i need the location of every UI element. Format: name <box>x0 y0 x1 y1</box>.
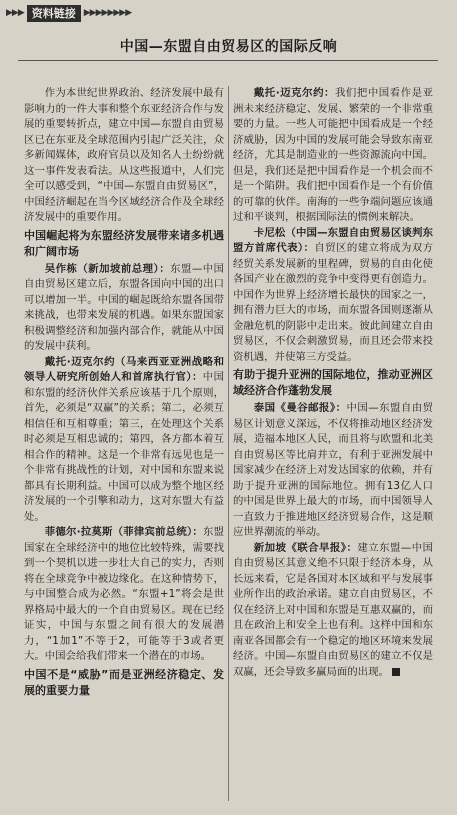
quote-text: 中国和东盟的经济伙伴关系应该基于几个原则，首先，必须是“双赢”的关系；第二，必须互相信任和互相尊重；第三，在处理这个关系时必须是互相忠诚的；第四，各方都本着互相合作的精神。这是一个非常有远见也是一个非常有挑战性的计划，对中国和东盟来说都具有长期利益。中国可以成为整个地区经济发展的一个引擎和动力，这对东盟大有益处。 <box>24 371 224 523</box>
title-rule <box>18 60 438 61</box>
column-divider <box>228 86 229 801</box>
quote-text: 建立东盟—中国自由贸易区其意义绝不只限于经济本身，从长远来看，它是各国对本区域和平与发展事业所作出的政治承诺。建立自由贸易区，不仅在经济上对中国和东盟是互惠双赢的，而且在政治上和安全上也有利。这样中国和东南亚各国都会有一个稳定的地区环境来发展经济。中国—东盟自由贸易区的建立不仅是双赢，还会导致多赢局面的出现。 <box>233 541 433 678</box>
speaker-name: 戴托·迈克尔约： <box>253 87 335 99</box>
quote-text: 东盟—中国自由贸易区建立后，东盟各国向中国的出口可以增加一半。中国的崛起既给东盟各国带来挑战，也带来发展的机遇。如果东盟国家积极调整经济和加强内部合作，就能从中国的发展中获利。 <box>24 262 224 352</box>
subheading-3: 有助于提升亚洲的国际地位，推动亚洲区域经济合作蓬勃发展 <box>233 368 433 397</box>
article-title: 中国—东盟自由贸易区的国际反响 <box>119 39 338 55</box>
quote-paragraph <box>233 401 433 541</box>
tag-arrows-right: ▶▶▶▶▶▶▶▶ <box>83 8 132 18</box>
quote-paragraph <box>233 226 433 366</box>
quote-paragraph <box>24 262 224 355</box>
intro-paragraph: 作为本世纪世界政治、经济发展中最有影响力的一件大事和整个东亚经济合作与发展的重要转折点，建立中国—东盟自由贸易区已在东亚及全球范围内引起广泛关注，众多新闻媒体，政府官员以及知名人士纷纷就这一事件发表看法。从这些报道中，人们完全可以感受到，“中国—东盟自由贸易区”，中国经济崛起在当今区域经济合作及全球经济发展中的重要作用。 <box>24 87 224 223</box>
quote-paragraph <box>233 541 433 681</box>
section-tag <box>6 4 131 22</box>
left-column <box>24 86 224 701</box>
speaker-name: 戴托·迈克尔约（马来西亚亚洲战略和领导人研究所创始人和首席执行官）： <box>24 355 224 383</box>
quote-text: 我们把中国看作是亚洲未来经济稳定、发展、繁荣的一个非常重要的力量。一些人可能把中国看成是一个经济威胁，因为中国的发展可能会导致东南亚经济，尤其是制造业的一些资源流向中国。但是，我们还是把中国看作是一个机会而不是一个陷阱。我们把中国看作是一个有价值的可靠的伙伴。南海的一些争端问题应该通过和平谈判，根据国际法的惯例来解决。 <box>233 87 433 223</box>
quote-paragraph <box>24 355 224 526</box>
quote-text: 自贸区的建立将成为双方经贸关系发展新的里程碑，贸易的自由化使各国产业在激烈的竞争中变得更有创造力。中国作为世界上经济增长最快的国家之一，拥有潜力巨大的市场，而东盟各国则逐渐从金融危机的阴影中走出来。彼此间建立自由贸易区，不仅会刺激贸易，而且还会带来投资机遇，并使第三方受益。 <box>233 242 434 363</box>
quote-text: 东盟国家在全球经济中的地位比较特殊，需要找到一个契机以进一步壮大自己的实力，否则将在全球竞争中被边缘化。在这种情势下，与中国整合成为必然。“东盟+1”将会是世界格局中最大的一个自由贸易区。现在已经证实，中国与东盟之间有很大的发展潜力，“1加1”不等于2，可能等于3或者更大。中国会给我们带来一个潜在的市场。 <box>24 526 225 662</box>
subheading-1: 中国崛起将为东盟经济发展带来诸多机遇和广阔市场 <box>24 228 224 258</box>
subheading-2: 中国不是“威胁”而是亚洲经济稳定、发展的重要力量 <box>24 667 224 697</box>
quote-text: 中国—东盟自由贸易区计划意义深远，不仅将推动地区经济发展，造福本地区人民，而且将与欧盟和北美自由贸易区等比肩并立，有利于亚洲发展中国家减少在经济上对发达国家的依赖，并有助于提升亚洲的国际地位。拥有13亿人口的中国是世界上最大的市场，而中国领导人一直致力于推进地区经济贸易合作，这是顺应世界潮流的举动。 <box>233 402 433 538</box>
tag-arrows-left: ▶▶▶ <box>6 8 24 18</box>
speaker-name: 新加坡《联合早报》： <box>253 541 358 554</box>
quote-paragraph <box>24 525 224 665</box>
quote-paragraph <box>233 86 433 226</box>
right-column <box>233 86 433 680</box>
section-label: 资料链接 <box>27 5 81 22</box>
speaker-name: 菲德尔·拉莫斯（菲律宾前总统）： <box>44 526 203 538</box>
speaker-name: 吴作栋（新加坡前总理）： <box>44 262 171 275</box>
speaker-name: 卡尼松（中国—东盟自由贸易区谈判东盟方首席代表）： <box>233 226 433 254</box>
end-mark-icon <box>392 668 400 676</box>
speaker-name: 泰国《曼谷邮报》： <box>253 402 347 414</box>
